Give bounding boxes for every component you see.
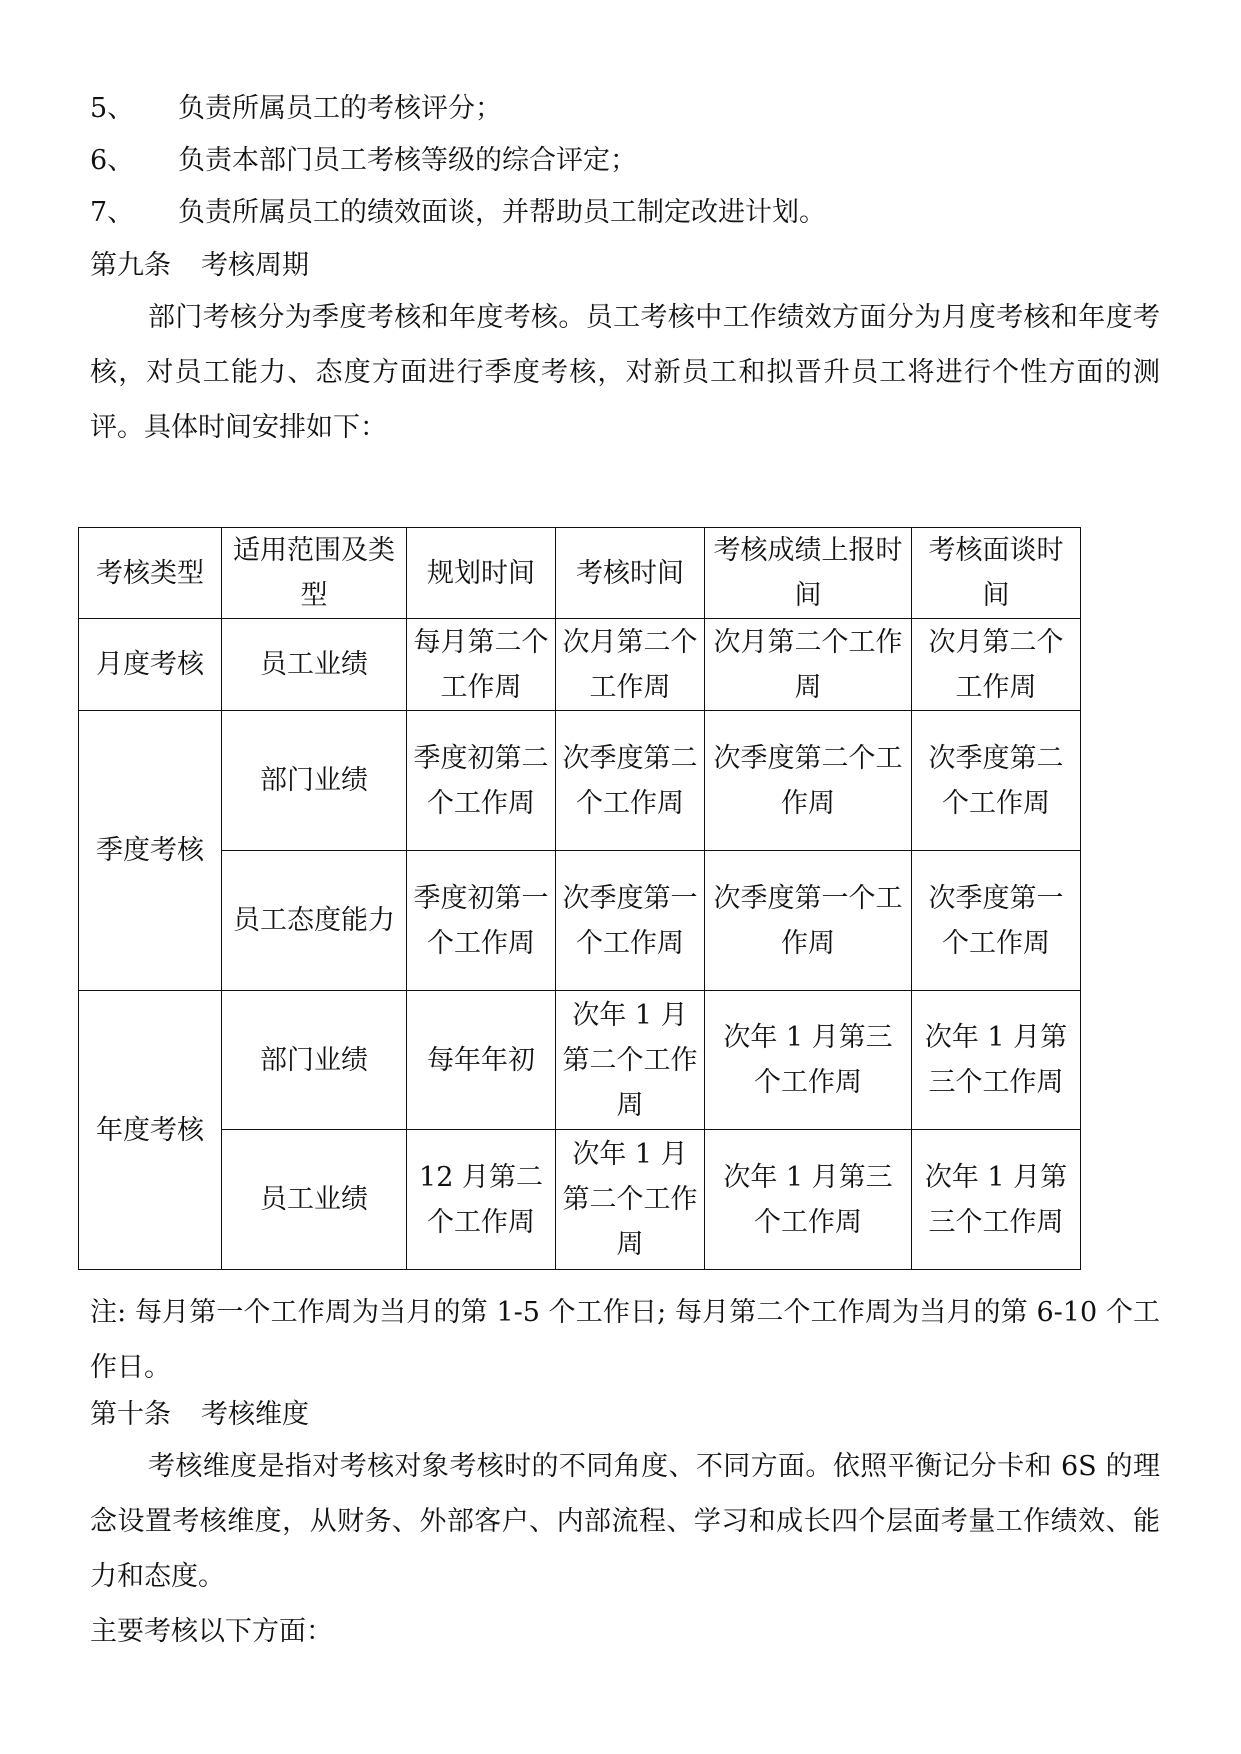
list-number: 7、: [90, 197, 135, 228]
article-label: 第九条: [90, 250, 171, 281]
table-cell-type: 年度考核: [79, 991, 222, 1270]
table-cell: 每月第二个工作周: [407, 619, 556, 711]
article-heading: [90, 1400, 309, 1430]
table-cell-type: 季度考核: [79, 711, 222, 991]
list-text: 负责本部门员工考核等级的综合评定；: [178, 145, 637, 176]
table-row: [79, 619, 1081, 711]
table-cell: 次月第二个工作周: [705, 619, 912, 711]
table-row: [79, 991, 1081, 1130]
table-cell: 次月第二个工作周: [556, 619, 705, 711]
table-header-cell: 规划时间: [407, 528, 556, 619]
table-cell: 次年 1 月第三个工作周: [912, 1130, 1081, 1270]
table-header-cell: 考核类型: [79, 528, 222, 619]
table-cell: 次年 1 月第三个工作周: [705, 991, 912, 1130]
table-cell: 次年 1 月第二个工作周: [556, 991, 705, 1130]
table-row: [79, 711, 1081, 851]
table-cell: 次季度第二个工作周: [556, 711, 705, 851]
table-header-cell: 考核面谈时间: [912, 528, 1081, 619]
table-row: [79, 1130, 1081, 1270]
paragraph: 主要考核以下方面：: [90, 1616, 333, 1647]
list-item: [90, 94, 502, 124]
table-cell-type: 月度考核: [79, 619, 222, 711]
table-header-cell: 考核成绩上报时间: [705, 528, 912, 619]
list-number: 6、: [90, 145, 135, 176]
article-label: 第十条: [90, 1399, 171, 1430]
table-cell: 次季度第一个工作周: [705, 851, 912, 991]
table-cell: 员工业绩: [222, 1130, 407, 1270]
table-cell: 次季度第二个工作周: [912, 711, 1081, 851]
table-row: [79, 851, 1081, 991]
table-cell: 次年 1 月第二个工作周: [556, 1130, 705, 1270]
table-note: 注: 每月第一个工作周为当月的第 1-5 个工作日; 每月第二个工作周为当月的第 6-10 个工作日。: [90, 1297, 1160, 1383]
table-header-cell: 考核时间: [556, 528, 705, 619]
table-cell: 次季度第二个工作周: [705, 711, 912, 851]
list-text: 负责所属员工的考核评分；: [178, 93, 502, 124]
article-body: 考核维度是指对考核对象考核时的不同角度、不同方面。依照平衡记分卡和 6S 的理念设置考核维度，从财务、外部客户、内部流程、学习和成长四个层面考量工作绩效、能力和态度。: [90, 1451, 1160, 1592]
table-cell: 每年年初: [407, 991, 556, 1130]
article-heading: [90, 251, 309, 281]
article-title: 考核维度: [201, 1399, 309, 1430]
list-item: [90, 146, 637, 176]
table-cell: 次年 1 月第三个工作周: [705, 1130, 912, 1270]
table-cell: 次年 1 月第三个工作周: [912, 991, 1081, 1130]
list-text: 负责所属员工的绩效面谈，并帮助员工制定改进计划。: [178, 197, 826, 228]
article-title: 考核周期: [201, 250, 309, 281]
table-header-row: [79, 528, 1081, 619]
table-cell: 季度初第一个工作周: [407, 851, 556, 991]
table-cell: 员工态度能力: [222, 851, 407, 991]
table-cell: 季度初第二个工作周: [407, 711, 556, 851]
table-cell: 部门业绩: [222, 991, 407, 1130]
table-cell: 次季度第一个工作周: [556, 851, 705, 991]
table-cell: 次月第二个工作周: [912, 619, 1081, 711]
table-cell: 员工业绩: [222, 619, 407, 711]
table-cell: 部门业绩: [222, 711, 407, 851]
list-item: [90, 198, 826, 228]
article-body: 部门考核分为季度考核和年度考核。员工考核中工作绩效方面分为月度考核和年度考核，对员工能力、态度方面进行季度考核，对新员工和拟晋升员工将进行个性方面的测评。具体时间安排如下：: [90, 302, 1160, 443]
list-number: 5、: [90, 93, 135, 124]
schedule-table: [78, 527, 1081, 1270]
table-cell: 次季度第一个工作周: [912, 851, 1081, 991]
table-cell: 12 月第二个工作周: [407, 1130, 556, 1270]
table-header-cell: 适用范围及类型: [222, 528, 407, 619]
